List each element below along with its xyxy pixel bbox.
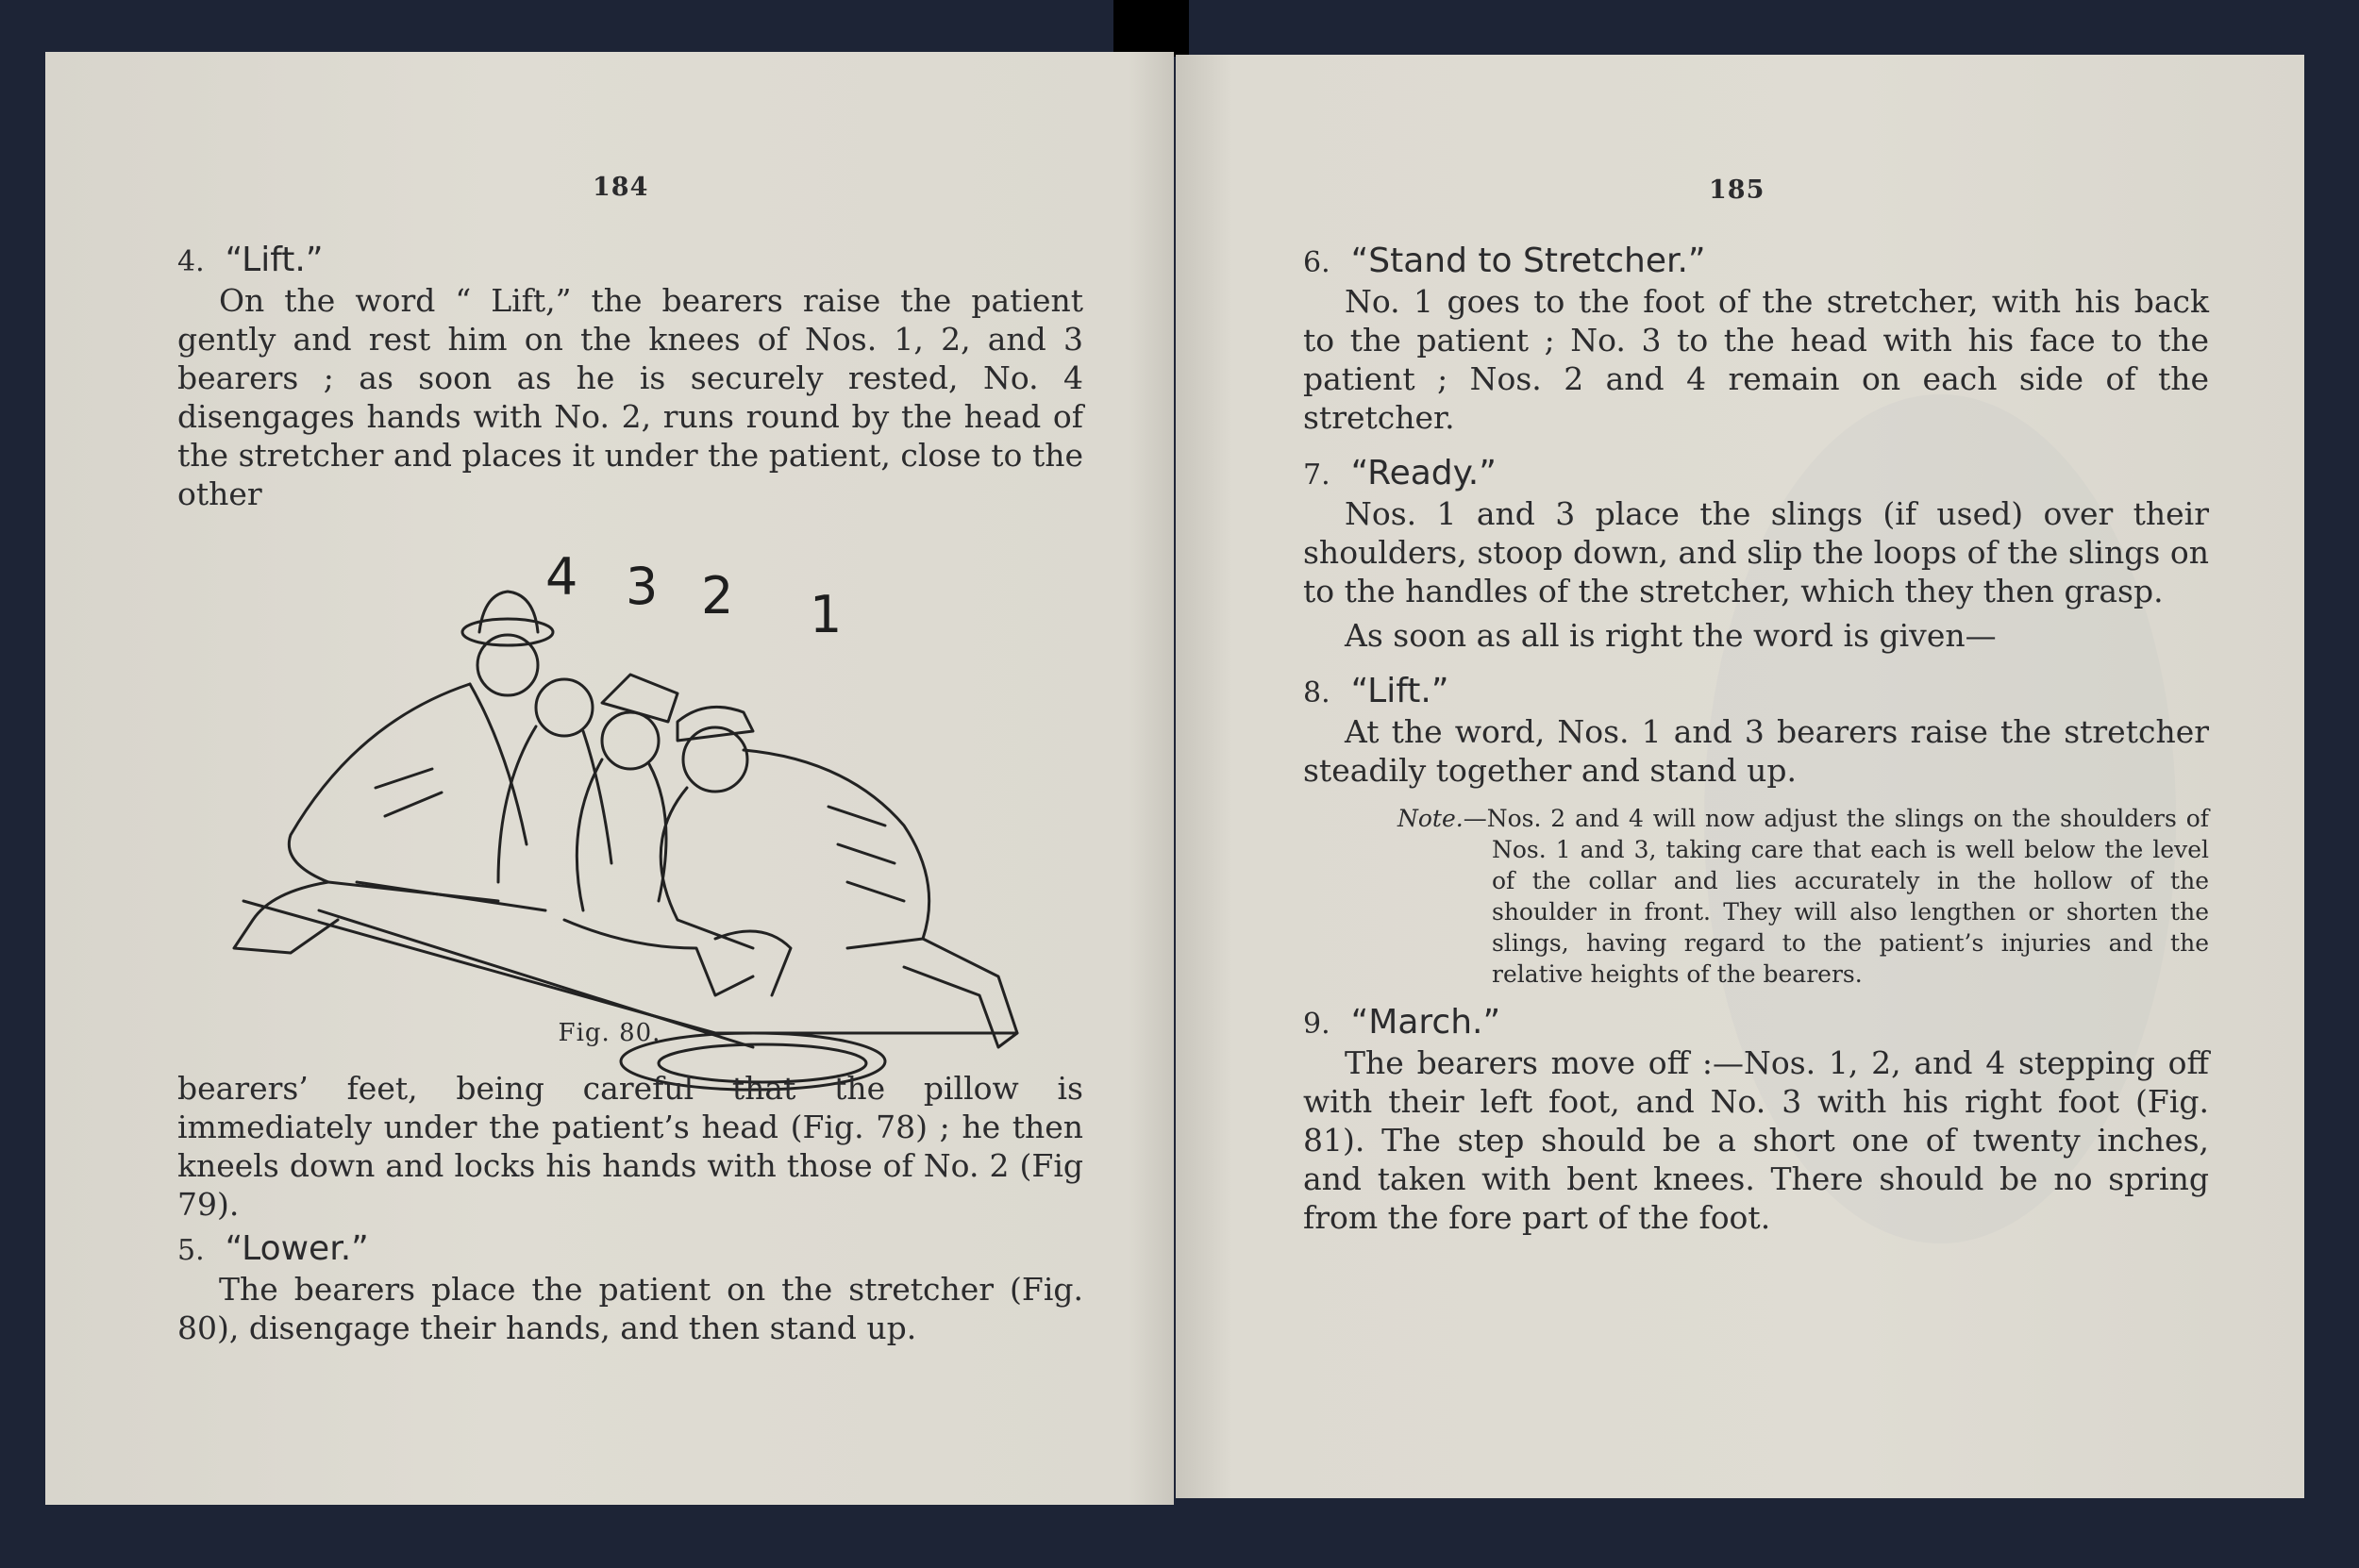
note-text: —Nos. 2 and 4 will now adjust the slings on the shoulders of Nos. 1 and 3, taking care that each is well below the level of the collar and lies accurately in the hollow of the shoulder in front. They will also lengthen or shorten the slings, having regard to the patient’s injuries and the relative heights of the bearers. [1463,805,2209,988]
figure-illustration [187,505,1112,1109]
left-text-bottom [177,1069,1083,1347]
section-heading [1303,242,2209,282]
section-heading [177,241,1083,281]
section-title: “Lower.” [225,1229,369,1268]
right-text [1303,242,2209,1237]
paragraph: As soon as all is right the word is given— [1345,617,1997,654]
left-text-top [177,241,1083,513]
section-number: 7. [1303,459,1330,492]
section-number: 6. [1303,246,1330,279]
note-label: Note. [1397,805,1464,832]
section-heading [1303,454,2209,494]
figure-80 [187,505,1112,1109]
paragraph: The bearers place the patient on the stretcher (Fig. 80), disengage their hands, and then stand up. [177,1271,1083,1346]
bearers-drawing [234,592,1017,1090]
section-title: “Lift.” [225,241,324,279]
section-number: 9. [1303,1008,1330,1041]
paragraph: No. 1 goes to the foot of the stretcher, with his back to the patient ; No. 3 to the head with his face to the patient ; Nos. 2 and 4 remain on each side of the stretcher. [1303,283,2209,436]
bearer-number-3: 3 [626,557,659,616]
note [1397,803,2209,990]
bearer-number-1: 1 [810,585,843,644]
paragraph: At the word, Nos. 1 and 3 bearers raise the stretcher steadily together and stand up. [1303,713,2209,789]
page-number: 184 [593,173,649,202]
right-page [1176,55,2304,1498]
section-title: “Stand to Stretcher.” [1350,242,1706,280]
page-number: 185 [1709,175,1765,205]
paragraph: bearers’ feet, being careful that the pillow is immediately under the patient’s head (Fig. 78) ; he then kneels down and locks his hands with those of No. 2 (Fig 79). [177,1070,1083,1223]
section-number: 4. [177,245,205,278]
paragraph: On the word “ Lift,” the bearers raise the patient gently and rest him on the knees of Nos. 1, 2, and 3 bearers ; as soon as he is securely rested, No. 4 disengages hands with No. 2, runs round by the head of the stretcher and places it under the patient, close to the other [177,282,1083,512]
section-heading [1303,672,2209,712]
section-heading [177,1229,1083,1270]
bearer-number-4: 4 [545,547,578,607]
section-title: “Ready.” [1350,454,1497,492]
section-title: “Lift.” [1350,672,1449,710]
paragraph: Nos. 1 and 3 place the slings (if used) over their shoulders, stoop down, and slip the loops of the slings on to the handles of the stretcher, which they then grasp. [1303,495,2209,609]
section-number: 5. [177,1234,205,1267]
spine-shadow [1113,0,1189,57]
section-title: “March.” [1350,1003,1501,1042]
left-page [45,52,1174,1505]
section-number: 8. [1303,676,1330,709]
figure-caption: Fig. 80. [558,1019,661,1047]
bearer-number-2: 2 [701,566,734,626]
section-heading [1303,1003,2209,1043]
paragraph: The bearers move off :—Nos. 1, 2, and 4 stepping off with their left foot, and No. 3 with his right foot (Fig. 81). The step should be a short one of twenty inches, and taken with bent knees. There should be no spring from the fore part of the foot. [1303,1044,2209,1236]
